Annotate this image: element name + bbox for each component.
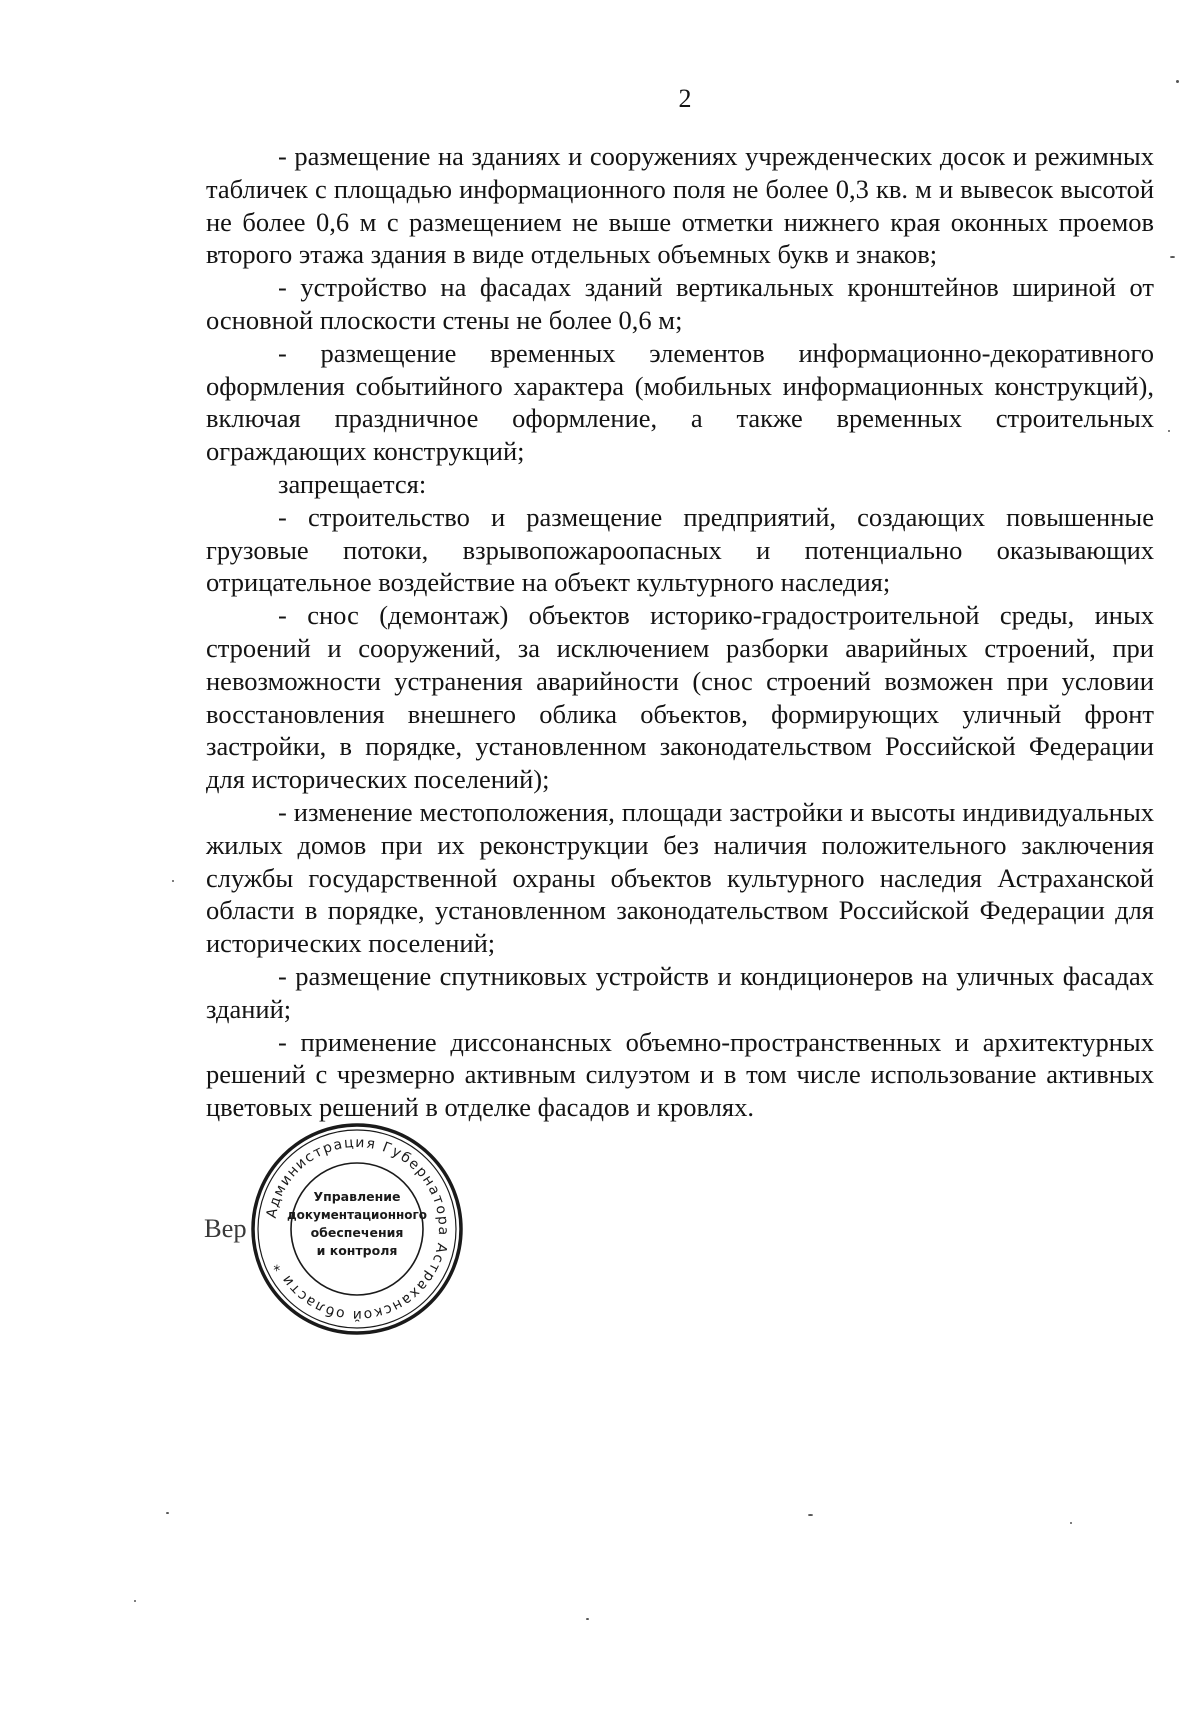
signature-fragment: Вер [204, 1213, 247, 1243]
paragraph: - изменение местоположения, площади застройки и высоты индивидуальных жилых домов при их реконструкции без наличия положительного заключения службы государственной охраны объектов культурного наследия Астраханской области в порядке, установленном законодательством Российской Федерации для исторических поселений; [206, 796, 1154, 959]
scan-speck [166, 1512, 169, 1514]
paragraph: - снос (демонтаж) объектов историко-градостроительной среды, иных строений и сооружений, за исключением разборки аварийных строений, при невозможности устранения аварийности (снос строений возможен при условии восстановления внешнего облика объектов, формирующих уличный фронт застройки, в порядке, установленном законодательством Российской Федерации для исторических поселений); [206, 600, 1154, 795]
official-stamp [250, 1122, 464, 1336]
scan-speck [172, 880, 174, 882]
stamp-inner-line: Управление [313, 1189, 401, 1204]
paragraph: - размещение спутниковых устройств и кондиционеров на уличных фасадах зданий; [206, 960, 1154, 1024]
scan-speck [586, 1618, 589, 1620]
stamp-inner-line: документационного [286, 1208, 428, 1222]
paragraph: - применение диссонансных объемно-пространственных и архитектурных решений с чрезмерно активным силуэтом и в том числе использование активных цветовых решений в отделке фасадов и кровлях. [206, 1026, 1154, 1123]
scan-speck [1070, 1522, 1072, 1524]
document-body [206, 140, 1154, 1124]
paragraph: - размещение на зданиях и сооружениях учрежденческих досок и режимных табличек с площадью информационного поля не более 0,3 кв. м и вывесок высотой не более 0,6 м с размещением не выше отметки нижнего края оконных проемов второго этажа здания в виде отдельных объемных букв и знаков; [206, 141, 1154, 270]
page-number: 2 [678, 84, 692, 113]
stamp-ring-text: Администрация Губернатора Астраханской области * [263, 1134, 452, 1324]
scan-speck [134, 1600, 136, 1602]
paragraph: - строительство и размещение предприятий, создающих повышенные грузовые потоки, взрывопожароопасных и потенциально оказывающих отрицательное воздействие на объект культурного наследия; [206, 501, 1154, 598]
paragraph: - размещение временных элементов информационно-декоративного оформления событийного характера (мобильных информационных конструкций), включая праздничное оформление, а также временных строительных ограждающих конструкций; [206, 337, 1154, 467]
scan-speck [1176, 80, 1179, 83]
stamp-inner-line: обеспечения [310, 1225, 404, 1240]
scan-speck [808, 1514, 813, 1516]
stamp-inner-line: и контроля [316, 1243, 398, 1258]
scan-speck [1168, 430, 1170, 432]
scan-speck [1170, 256, 1175, 258]
paragraph: запрещается: [278, 468, 427, 499]
paragraph: - устройство на фасадах зданий вертикальных кронштейнов шириной от основной плоскости стены не более 0,6 м; [206, 272, 1154, 335]
